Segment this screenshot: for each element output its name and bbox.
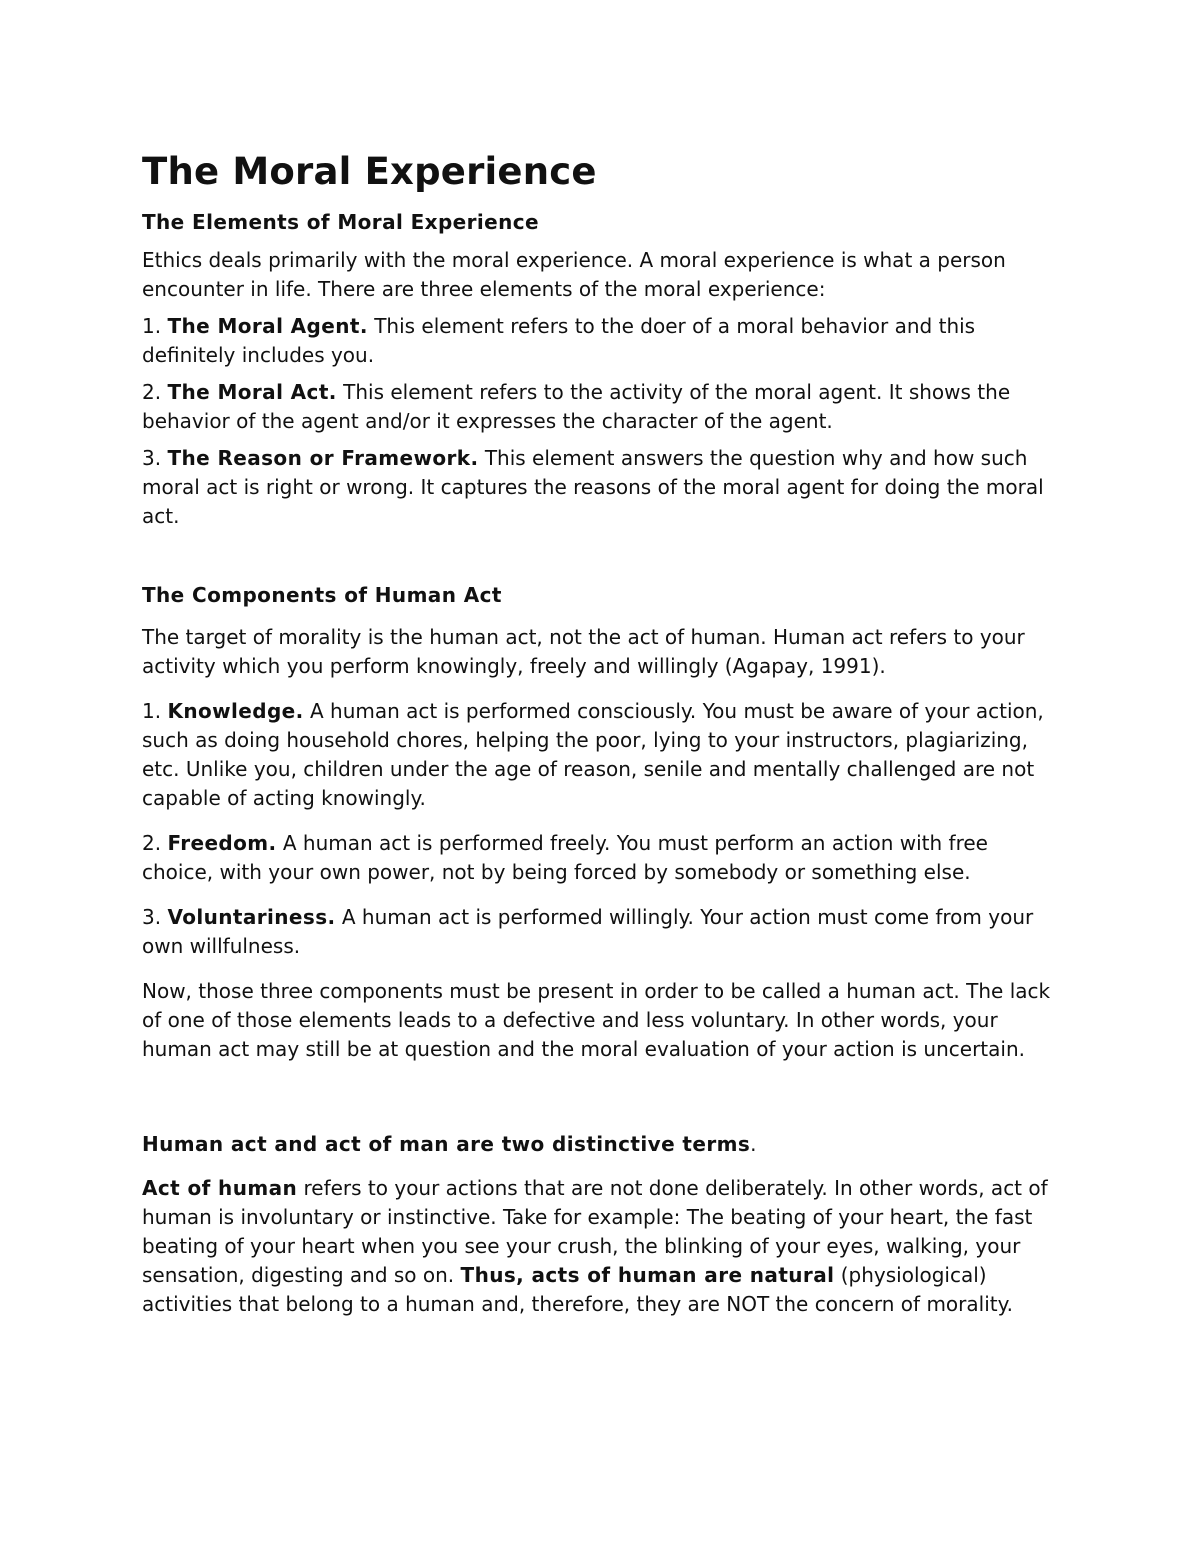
item-term: Voluntariness. xyxy=(167,905,336,929)
closing-paragraph: Now, those three components must be present in order to be called a human act. The lack of one of those elements leads to a defective and less voluntary. In other words, your human act may still be at question and the moral evaluation of your action is uncertain. xyxy=(142,979,1051,1061)
section-heading-components: The Components of Human Act xyxy=(142,583,502,607)
act-of-human-paragraph xyxy=(142,1174,1060,1319)
item-number: 2. xyxy=(142,831,168,855)
item-term: The Moral Act. xyxy=(167,380,337,404)
component-item-voluntariness xyxy=(142,903,1060,961)
section-intro-paragraph: Ethics deals primarily with the moral experience. A moral experience is what a person encounter in life. There are three elements of the moral experience: xyxy=(142,248,1006,301)
item-text: A human act is performed consciously. You must be aware of your action, such as doing household chores, helping the poor, lying to your instructors, plagiarizing, etc. Unlike you, children under the age of reason, senile and mentally challenged are not capable of acting knowingly. xyxy=(142,699,1044,810)
bold-emphasis: Thus, acts of human are natural xyxy=(460,1263,835,1287)
item-text: This element answers the question why and how such moral act is right or wrong. It captures the reasons of the moral agent for doing the moral act. xyxy=(142,446,1044,528)
item-term: The Moral Agent. xyxy=(167,314,368,338)
item-text: This element refers to the doer of a moral behavior and this definitely includes you. xyxy=(142,314,976,367)
paragraph-text: (physiological) activities that belong to a human and, therefore, they are NOT the concern of morality. xyxy=(142,1263,1013,1316)
section-heading-elements: The Elements of Moral Experience xyxy=(142,210,539,234)
paragraph-text: refers to your actions that are not done deliberately. In other words, act of human is involuntary or instinctive. Take for example: The beating of your heart, the fast beating of your heart when you see your crush, the blinking of your eyes, walking, your sensation, digesting and so on. xyxy=(142,1176,1048,1287)
section-heading-distinctive-terms xyxy=(142,1130,1060,1158)
item-text: A human act is performed willingly. Your action must come from your own willfulness. xyxy=(142,905,1034,958)
item-term: The Reason or Framework. xyxy=(167,446,479,470)
element-item-reason-framework xyxy=(142,444,1060,531)
page-title: The Moral Experience xyxy=(142,150,597,193)
component-item-freedom xyxy=(142,829,1060,887)
heading-period: . xyxy=(750,1132,757,1156)
item-number: 1. xyxy=(142,699,168,723)
element-item-moral-agent xyxy=(142,312,1060,370)
item-term: Freedom. xyxy=(167,831,277,855)
item-text: A human act is performed freely. You must perform an action with free choice, with your own power, not by being forced by somebody or something else. xyxy=(142,831,988,884)
element-item-moral-act xyxy=(142,378,1060,436)
item-number: 1. xyxy=(142,314,168,338)
item-text: This element refers to the activity of the moral agent. It shows the behavior of the agent and/or it expresses the character of the agent. xyxy=(142,380,1011,433)
component-item-knowledge xyxy=(142,697,1060,813)
item-number: 3. xyxy=(142,446,168,470)
item-number: 2. xyxy=(142,380,168,404)
term-act-of-human: Act of human xyxy=(142,1176,298,1200)
item-term: Knowledge. xyxy=(167,699,304,723)
item-number: 3. xyxy=(142,905,168,929)
section-intro-paragraph: The target of morality is the human act, not the act of human. Human act refers to your activity which you perform knowingly, freely and willingly (Agapay, 1991). xyxy=(142,625,1025,678)
heading-text: Human act and act of man are two distinctive terms xyxy=(142,1132,751,1156)
